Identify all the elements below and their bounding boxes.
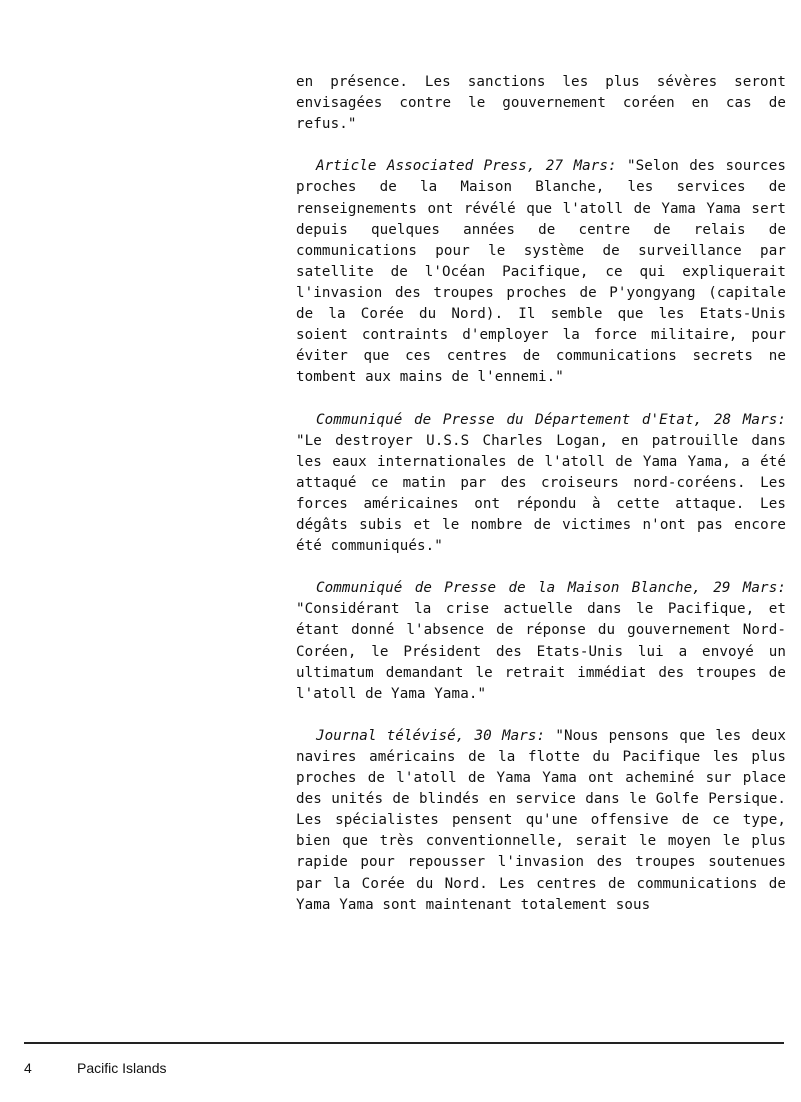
- article-text: "Selon des sources proches de la Maison Blanche, les services de renseignements ont révélé que l'atoll de Yama Yama sert depuis quelques années de centre de relais de communications pour le système de surveillance par satellite de l'Océan Pacifique, ce qui expliquerait l'invasion des troupes proches de P'yongyang (capitale de la Corée du Nord). Il semble que les Etats-Unis soient contraints d'employer la force militaire, pour éviter que ces centres de communications secrets ne tombent aux mains de l'ennemi.": [296, 158, 786, 386]
- text-column: [296, 72, 786, 937]
- article-text: "Le destroyer U.S.S Charles Logan, en patrouille dans les eaux internationales de l'atoll de Yama Yama, a été attaqué ce matin par des croiseurs nord-coréens. Les forces américaines ont répondu à cette attaque. Les dégâts subis et le nombre de victimes n'ont pas encore été communiqués.": [296, 432, 786, 555]
- article-text: "Nous pensons que les deux navires américains de la flotte du Pacifique les plus proches de l'atoll de Yama Yama ont acheminé sur place des unités de blindés en service dans le Golfe Persique. Les spécialistes pensent qu'une offensive de ce type, bien que très conventionnelle, serait le moyen le plus rapide pour repousser l'invasion des troupes soutenues par la Corée du Nord. Les centres de communications de Yama Yama sont maintenant totalement sous: [296, 727, 787, 913]
- footer-divider: [24, 1042, 784, 1044]
- article-source: Communiqué de Presse de la Maison Blanche, 29 Mars:: [316, 580, 786, 597]
- article-maison-blanche: [296, 578, 786, 705]
- article-text: "Considérant la crise actuelle dans le Pacifique, et étant donné l'absence de réponse du gouvernement Nord-Coréen, le Président des Etats-Unis lui a envoyé un ultimatum demandant le retrait immédiat des troupes de l'atoll de Yama Yama.": [296, 601, 786, 702]
- article-journal-televise: [296, 726, 786, 916]
- page-number: 4: [24, 1060, 32, 1076]
- article-source: Article Associated Press, 27 Mars:: [316, 158, 617, 175]
- publication-name: Pacific Islands: [77, 1060, 167, 1076]
- article-source: Communiqué de Presse du Département d'Etat, 28 Mars:: [316, 411, 786, 428]
- article-source: Journal télévisé, 30 Mars:: [316, 727, 546, 744]
- intro-paragraph: en présence. Les sanctions les plus sévères seront envisagées contre le gouvernement coréen en cas de refus.": [296, 74, 786, 133]
- article-associated-press: [296, 156, 786, 388]
- article-departement-etat: [296, 410, 786, 558]
